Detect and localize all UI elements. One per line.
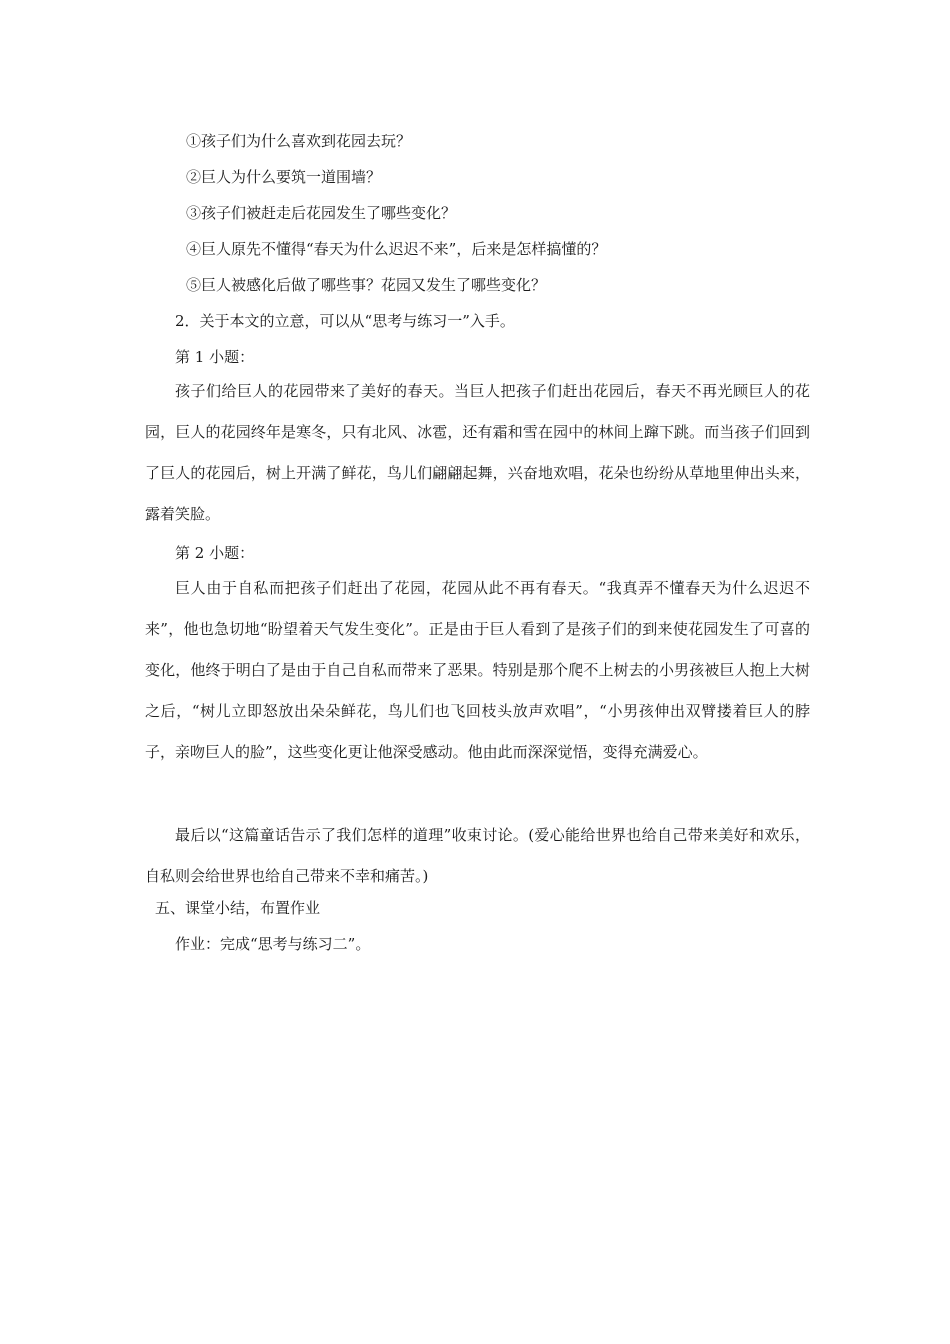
question-4: ④巨人原先不懂得“春天为什么迟迟不来”，后来是怎样搞懂的？ <box>186 240 607 258</box>
section-5-heading: 五、课堂小结，布置作业 <box>155 899 321 917</box>
sub2-heading: 第 2 小题： <box>175 544 255 562</box>
homework: 作业：完成“思考与练习二”。 <box>175 935 371 953</box>
sub1-heading: 第 1 小题： <box>175 348 255 366</box>
conclusion-paragraph: 最后以“这篇童话告示了我们怎样的道理”收束讨论。(爱心能给世界也给自己带来美好和欢乐，自私则会给世界也给自己带来不幸和痛苦。) <box>145 826 810 885</box>
question-2: ②巨人为什么要筑一道围墙？ <box>186 168 382 186</box>
question-5: ⑤巨人被感化后做了哪些事？花园又发生了哪些变化？ <box>186 276 547 294</box>
question-1: ①孩子们为什么喜欢到花园去玩？ <box>186 132 412 150</box>
sub2-paragraph: 巨人由于自私而把孩子们赶出了花园，花园从此不再有春天。“我真弄不懂春天为什么迟迟不来”，他也急切地“盼望着天气发生变化”。正是由于巨人看到了是孩子们的到来使花园发生了可喜的变化，他终于明白了是由于自己自私而带来了恶果。特别是那个爬不上树去的小男孩被巨人抱上大树之后，“树儿立即怒放出朵朵鲜花，鸟儿们也飞回枝头放声欢唱”，“小男孩伸出双臂搂着巨人的脖子，亲吻巨人的脸”，这些变化更让他深受感动。他由此而深深觉悟，变得充满爱心。 <box>145 579 810 761</box>
point-2: 2．关于本文的立意，可以从“思考与练习一”入手。 <box>175 312 515 330</box>
sub1-paragraph: 孩子们给巨人的花园带来了美好的春天。当巨人把孩子们赶出花园后，春天不再光顾巨人的花园，巨人的花园终年是寒冬，只有北风、冰雹，还有霜和雪在园中的林间上蹿下跳。而当孩子们回到了巨人的花园后，树上开满了鲜花，鸟儿们翩翩起舞，兴奋地欢唱，花朵也纷纷从草地里伸出头来，露着笑脸。 <box>145 382 810 523</box>
question-3: ③孩子们被赶走后花园发生了哪些变化？ <box>186 204 457 222</box>
